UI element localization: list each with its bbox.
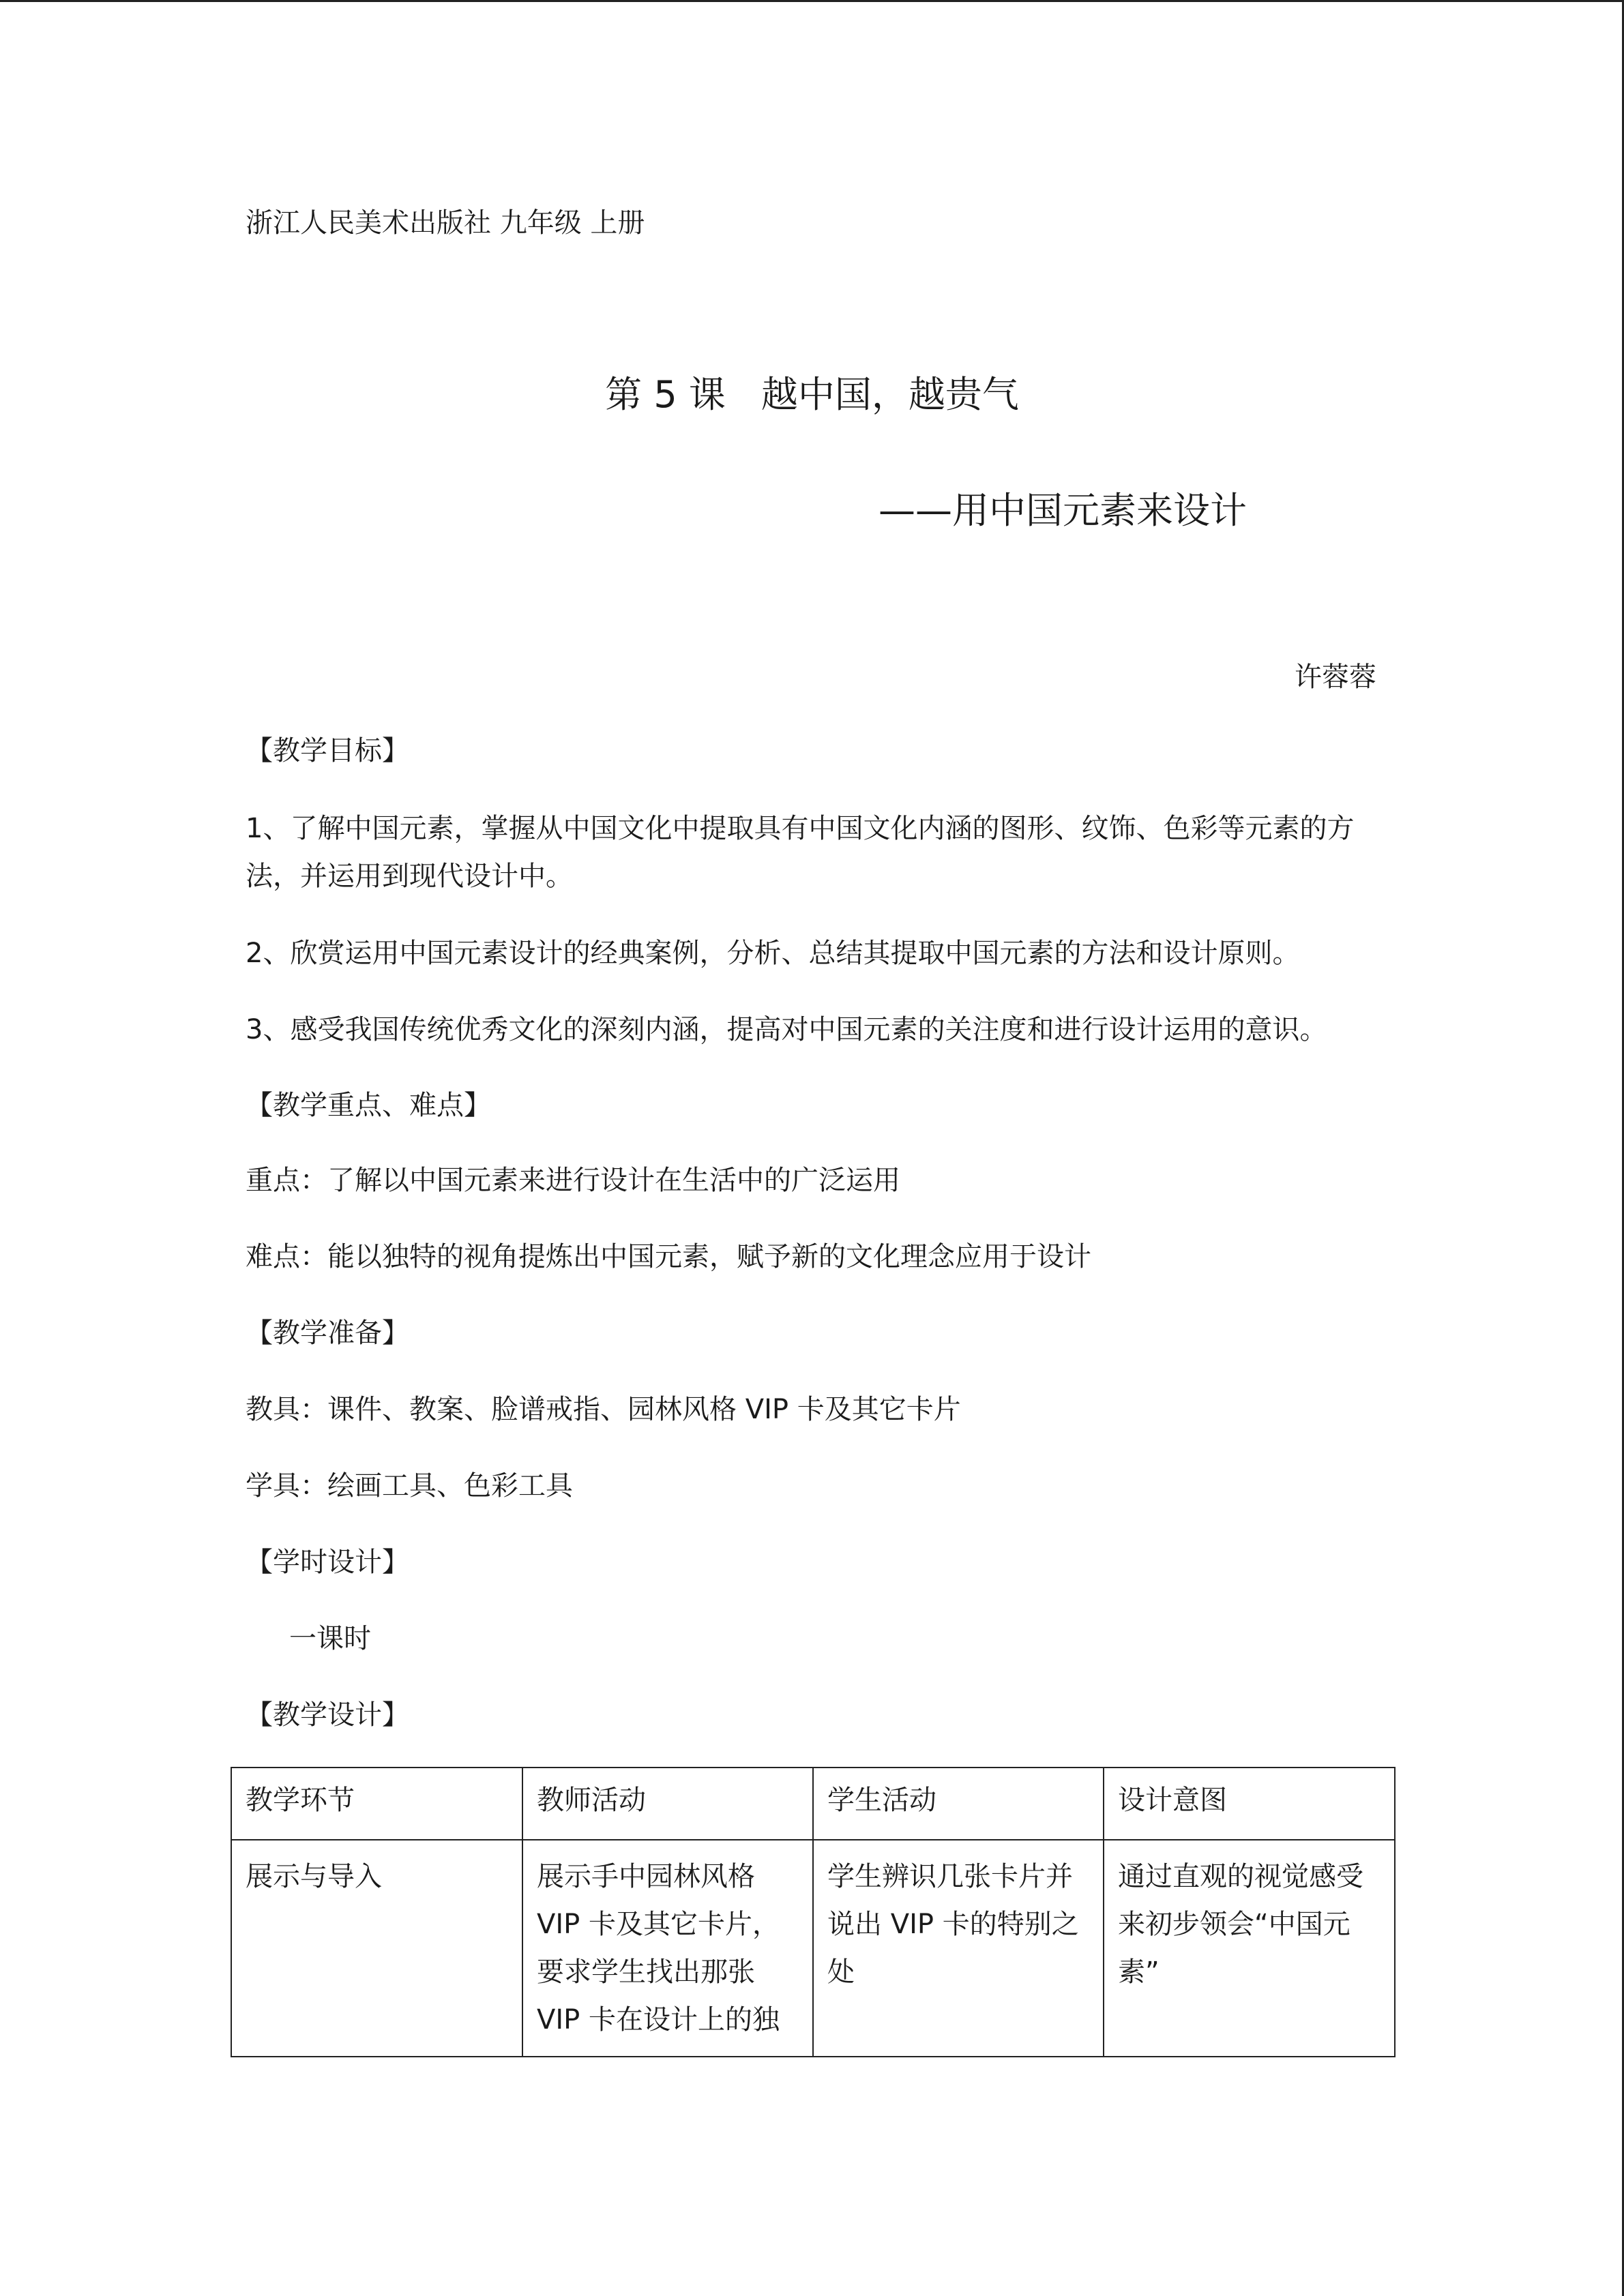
objective-2: 2、欣赏运用中国元素设计的经典案例，分析、总结其提取中国元素的方法和设计原则。 bbox=[246, 938, 1300, 969]
student-tools: 学具：绘画工具、色彩工具 bbox=[246, 1470, 573, 1502]
periods-heading: 【学时设计】 bbox=[246, 1547, 409, 1578]
lesson-title bbox=[0, 370, 1624, 419]
header-teacher: 教师活动 bbox=[522, 1768, 813, 1840]
header-intent: 设计意图 bbox=[1104, 1768, 1395, 1840]
keypoint-text: 重点：了解以中国元素来进行设计在生活中的广泛运用 bbox=[246, 1165, 900, 1196]
lesson-subtitle: ——用中国元素来设计 bbox=[879, 489, 1247, 532]
design-heading: 【教学设计】 bbox=[246, 1699, 409, 1731]
cell-teacher: 展示手中园林风格 VIP 卡及其它卡片，要求学生找出那张 VIP 卡在设计上的独 bbox=[522, 1840, 813, 2057]
teaching-design-table bbox=[231, 1767, 1396, 2057]
table-row bbox=[231, 1840, 1395, 2057]
difficulty-text: 难点：能以独特的视角提炼出中国元素，赋予新的文化理念应用于设计 bbox=[246, 1241, 1091, 1272]
cell-stage: 展示与导入 bbox=[231, 1840, 522, 2057]
prep-heading: 【教学准备】 bbox=[246, 1317, 409, 1349]
header-student: 学生活动 bbox=[813, 1768, 1104, 1840]
lesson-title-text: 越中国，越贵气 bbox=[761, 373, 1019, 416]
lesson-number: 第 5 课 bbox=[605, 373, 726, 416]
cell-student: 学生辨识几张卡片并说出 VIP 卡的特别之处 bbox=[813, 1840, 1104, 2057]
header-stage: 教学环节 bbox=[231, 1768, 522, 1840]
author-name: 许蓉蓉 bbox=[1295, 661, 1376, 693]
objective-3: 3、感受我国传统优秀文化的深刻内涵，提高对中国元素的关注度和进行设计运用的意识。 bbox=[246, 1014, 1327, 1045]
table-header-row bbox=[231, 1768, 1395, 1840]
objectives-heading: 【教学目标】 bbox=[246, 735, 409, 766]
objective-1: 1、了解中国元素，掌握从中国文化中提取具有中国文化内涵的图形、纹饰、色彩等元素的方法，并运用到现代设计中。 bbox=[246, 813, 1355, 892]
teacher-tools: 教具：课件、教案、脸谱戒指、园林风格 VIP 卡及其它卡片 bbox=[246, 1394, 961, 1425]
keypoints-heading: 【教学重点、难点】 bbox=[246, 1090, 491, 1121]
publisher-header: 浙江人民美术出版社 九年级 上册 bbox=[246, 207, 645, 239]
periods-text: 一课时 bbox=[289, 1623, 371, 1654]
cell-intent: 通过直观的视觉感受来初步领会“中国元素” bbox=[1104, 1840, 1395, 2057]
